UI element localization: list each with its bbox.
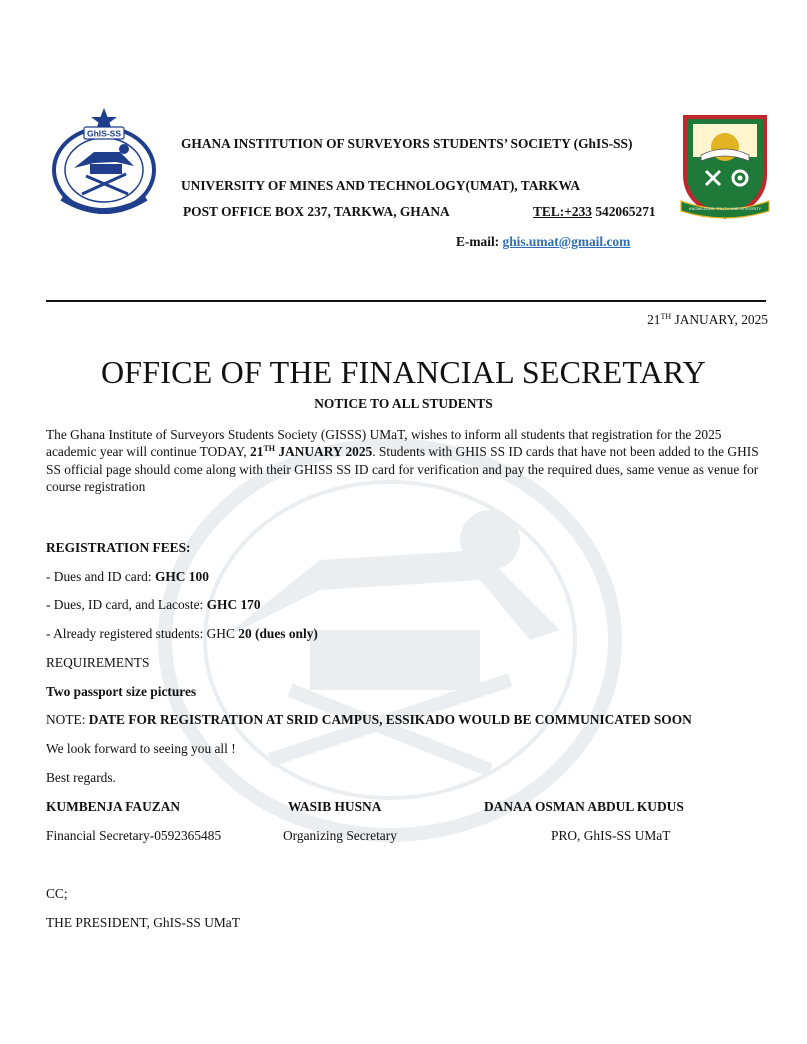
requirements-item: Two passport size pictures xyxy=(46,684,197,699)
email-label: E-mail: xyxy=(456,234,503,249)
fee-item xyxy=(46,626,318,642)
fee-label: - Already registered students: GHC xyxy=(46,626,239,641)
cc-recipient: THE PRESIDENT, GhIS-SS UMaT xyxy=(46,915,240,930)
telephone-number: 542065271 xyxy=(591,204,656,219)
closing-regards: Best regards. xyxy=(46,770,116,785)
body-date-day: 21 xyxy=(250,444,264,460)
body-date xyxy=(250,444,372,459)
letter-date xyxy=(647,312,768,328)
fee-label: - Dues, ID card, and Lacoste: xyxy=(46,597,207,612)
body-text-2: . Students with GHIS SS ID cards that have not been added to the GHIS SS official page should come along with their GHISS SS ID card for verification and pay the required dues, same venue as venue for course registration xyxy=(46,444,759,495)
notice-subtitle: NOTICE TO ALL STUDENTS xyxy=(314,396,493,411)
postal-address-line xyxy=(183,203,675,220)
postal-address: POST OFFICE BOX 237, TARKWA, GHANA xyxy=(183,204,450,219)
closing-line: We look forward to seeing you all ! xyxy=(46,741,236,756)
registration-note xyxy=(46,712,692,728)
fee-item xyxy=(46,569,209,585)
note-text: DATE FOR REGISTRATION AT SRID CAMPUS, ESSIKADO WOULD BE COMMUNICATED SOON xyxy=(88,712,692,727)
umat-crest-logo xyxy=(680,113,770,221)
fees-heading: REGISTRATION FEES: xyxy=(46,540,191,555)
notice-body xyxy=(46,426,762,496)
fee-value: GHC 100 xyxy=(154,569,209,584)
fee-item xyxy=(46,597,261,613)
telephone-label: TEL:+233 xyxy=(533,204,592,219)
university-name: UNIVERSITY OF MINES AND TECHNOLOGY(UMAT), TARKWA xyxy=(181,178,581,193)
telephone xyxy=(533,203,656,220)
note-label: NOTE: xyxy=(46,712,89,727)
page-title: OFFICE OF THE FINANCIAL SECRETARY xyxy=(101,354,706,390)
ghis-ss-seal-logo xyxy=(50,106,158,218)
crest-motto: KNOWLEDGE TRUTH AND INTEGRITY xyxy=(688,206,762,211)
body-text-1: The Ghana Institute of Surveyors Students Society (GISSS) UMaT, wishes to inform all students that registration for the 2025 academic year will continue TODAY, xyxy=(46,427,722,460)
signatory-role: Organizing Secretary xyxy=(283,828,397,843)
signatory-role: Financial Secretary-0592365485 xyxy=(46,828,222,843)
email-link[interactable]: ghis.umat@gmail.com xyxy=(502,234,631,249)
signatory-name: WASIB HUSNA xyxy=(288,799,382,814)
fee-label: - Dues and ID card: xyxy=(46,569,155,584)
requirements-heading: REQUIREMENTS xyxy=(46,655,150,670)
society-name: GHANA INSTITUTION OF SURVEYORS STUDENTS’ SOCIETY (GhIS-SS) xyxy=(181,136,633,151)
signatory-name: DANAA OSMAN ABDUL KUDUS xyxy=(484,799,684,814)
signatory-name: KUMBENJA FAUZAN xyxy=(46,799,181,814)
email-line xyxy=(456,234,630,250)
body-date-suffix: TH xyxy=(263,444,275,454)
seal-lettering: GhIS-SS xyxy=(86,128,122,139)
fee-value: 20 (dues only) xyxy=(238,626,318,641)
date-day: 21 xyxy=(647,312,661,327)
date-suffix: TH xyxy=(660,312,672,321)
fee-value: GHC 170 xyxy=(206,597,261,612)
body-date-rest: JANUARY 2025 xyxy=(275,444,373,460)
header-divider xyxy=(46,300,766,302)
cc-label: CC; xyxy=(46,886,68,901)
signatory-role: PRO, GhIS-SS UMaT xyxy=(551,828,671,843)
date-rest: JANUARY, 2025 xyxy=(671,312,768,327)
